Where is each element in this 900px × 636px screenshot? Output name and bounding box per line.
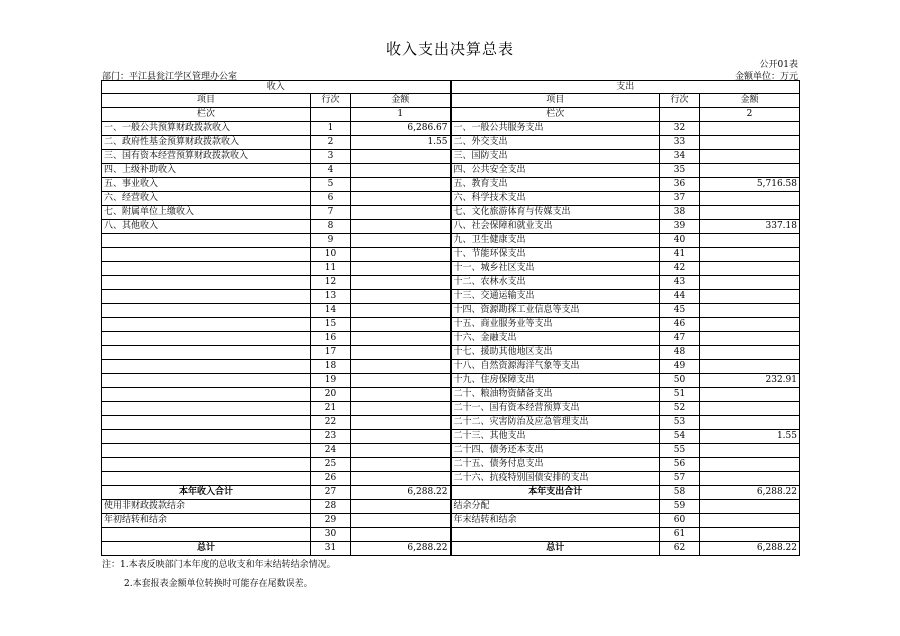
empty-cell <box>311 108 351 122</box>
table-row <box>102 416 800 430</box>
table-row <box>102 136 800 150</box>
income-amount <box>351 178 451 192</box>
expense-amount <box>700 164 800 178</box>
table-row <box>102 290 800 304</box>
table-row <box>102 374 800 388</box>
income-amount <box>351 276 451 290</box>
income-amount <box>351 346 451 360</box>
income-line-no: 13 <box>311 290 351 304</box>
income-line-no: 25 <box>311 458 351 472</box>
expense-amount <box>700 458 800 472</box>
income-item: 二、政府性基金预算财政拨款收入 <box>102 136 311 150</box>
income-amount <box>351 290 451 304</box>
report-title: 收入支出决算总表 <box>385 40 514 58</box>
expense-line-no: 41 <box>660 248 700 262</box>
income-item <box>102 416 311 430</box>
income-item <box>102 528 311 542</box>
income-amount <box>351 206 451 220</box>
income-item <box>102 402 311 416</box>
expense-item: 二十、粮油物资储备支出 <box>451 388 660 402</box>
notes <box>102 556 336 594</box>
expense-item: 十二、农林水支出 <box>451 276 660 290</box>
income-item: 六、经营收入 <box>102 192 311 206</box>
expense-item: 十五、商业服务业等支出 <box>451 318 660 332</box>
income-amount-header: 金额 <box>351 94 451 108</box>
expense-amount <box>700 192 800 206</box>
table-row <box>102 500 800 514</box>
income-amount <box>351 360 451 374</box>
expense-line-no: 45 <box>660 304 700 318</box>
income-line-no: 8 <box>311 220 351 234</box>
income-amount <box>351 262 451 276</box>
income-item <box>102 388 311 402</box>
income-amount <box>351 514 451 528</box>
table-row <box>102 430 800 444</box>
income-line-no: 28 <box>311 500 351 514</box>
expense-item: 六、科学技术支出 <box>451 192 660 206</box>
income-amount: 6,286.67 <box>351 122 451 136</box>
expense-item: 年末结转和结余 <box>451 514 660 528</box>
income-item-header: 项目 <box>102 94 311 108</box>
expense-column-number-label: 栏次 <box>451 108 660 122</box>
form-number: 公开01表 <box>759 60 798 70</box>
expense-line-no: 50 <box>660 374 700 388</box>
expense-amount: 5,716.58 <box>700 178 800 192</box>
table-row <box>102 388 800 402</box>
expense-line-no: 58 <box>660 486 700 500</box>
income-amount <box>351 150 451 164</box>
table-row <box>102 458 800 472</box>
expense-amount: 232.91 <box>700 374 800 388</box>
income-line-no: 30 <box>311 528 351 542</box>
table-row <box>102 360 800 374</box>
expense-amount <box>700 472 800 486</box>
expense-amount <box>700 416 800 430</box>
expense-line-no: 35 <box>660 164 700 178</box>
empty-cell <box>660 108 700 122</box>
expense-item: 结余分配 <box>451 500 660 514</box>
expense-item: 总计 <box>451 542 660 556</box>
expense-line-no: 39 <box>660 220 700 234</box>
expense-amount <box>700 528 800 542</box>
income-amount <box>351 220 451 234</box>
expense-amount <box>700 500 800 514</box>
amount-unit-label: 金额单位：万元 <box>734 72 798 82</box>
expense-amount <box>700 444 800 458</box>
income-item <box>102 346 311 360</box>
income-line-no: 19 <box>311 374 351 388</box>
income-line-no: 18 <box>311 360 351 374</box>
expense-amount <box>700 402 800 416</box>
expense-item: 二十三、其他支出 <box>451 430 660 444</box>
expense-amount <box>700 122 800 136</box>
income-amount <box>351 374 451 388</box>
expense-item: 二十一、国有资本经营预算支出 <box>451 402 660 416</box>
total-row <box>102 542 800 556</box>
expense-amount <box>700 136 800 150</box>
expense-amount-header: 金额 <box>700 94 800 108</box>
subtotal-row <box>102 486 800 500</box>
income-amount <box>351 416 451 430</box>
income-amount <box>351 472 451 486</box>
expense-amount <box>700 290 800 304</box>
income-item <box>102 458 311 472</box>
column-number-row <box>102 108 800 122</box>
expense-amount <box>700 262 800 276</box>
income-amount <box>351 388 451 402</box>
income-line-no: 3 <box>311 150 351 164</box>
table-body <box>102 81 800 556</box>
income-line-no: 14 <box>311 304 351 318</box>
expense-amount <box>700 360 800 374</box>
income-section-header: 收入 <box>102 81 451 94</box>
expense-item: 十六、金融支出 <box>451 332 660 346</box>
expense-item: 二十四、债务还本支出 <box>451 444 660 458</box>
income-item <box>102 276 311 290</box>
expense-amount <box>700 318 800 332</box>
income-amount <box>351 528 451 542</box>
income-item <box>102 304 311 318</box>
income-amount <box>351 248 451 262</box>
income-line-no: 7 <box>311 206 351 220</box>
table-row <box>102 402 800 416</box>
expense-item: 四、公共安全支出 <box>451 164 660 178</box>
income-amount <box>351 304 451 318</box>
expense-line-no: 53 <box>660 416 700 430</box>
income-line-no: 24 <box>311 444 351 458</box>
income-item: 四、上级补助收入 <box>102 164 311 178</box>
income-amount: 6,288.22 <box>351 486 451 500</box>
table-row <box>102 220 800 234</box>
income-amount <box>351 332 451 346</box>
income-amount <box>351 430 451 444</box>
expense-item: 一、一般公共服务支出 <box>451 122 660 136</box>
table-row <box>102 150 800 164</box>
expense-line-no: 48 <box>660 346 700 360</box>
expense-amount <box>700 332 800 346</box>
expense-line-no: 38 <box>660 206 700 220</box>
income-line-no: 9 <box>311 234 351 248</box>
income-item: 本年收入合计 <box>102 486 311 500</box>
income-item <box>102 374 311 388</box>
expense-line-no: 32 <box>660 122 700 136</box>
expense-amount: 337.18 <box>700 220 800 234</box>
income-item: 年初结转和结余 <box>102 514 311 528</box>
income-amount <box>351 458 451 472</box>
expense-item: 十三、交通运输支出 <box>451 290 660 304</box>
table-row <box>102 318 800 332</box>
table-row <box>102 248 800 262</box>
expense-line-no: 55 <box>660 444 700 458</box>
expense-line-no: 42 <box>660 262 700 276</box>
income-line-header: 行次 <box>311 94 351 108</box>
section-header-row <box>102 81 800 94</box>
income-item <box>102 444 311 458</box>
income-item <box>102 360 311 374</box>
income-column-number: 1 <box>351 108 451 122</box>
income-line-no: 31 <box>311 542 351 556</box>
expense-line-no: 37 <box>660 192 700 206</box>
income-item: 一、一般公共预算财政拨款收入 <box>102 122 311 136</box>
expense-amount <box>700 248 800 262</box>
income-amount <box>351 164 451 178</box>
income-line-no: 4 <box>311 164 351 178</box>
expense-item: 十九、住房保障支出 <box>451 374 660 388</box>
income-line-no: 29 <box>311 514 351 528</box>
table-row <box>102 514 800 528</box>
income-item <box>102 430 311 444</box>
income-item: 八、其他收入 <box>102 220 311 234</box>
expense-item: 十、节能环保支出 <box>451 248 660 262</box>
income-line-no: 23 <box>311 430 351 444</box>
income-item <box>102 472 311 486</box>
income-line-no: 20 <box>311 388 351 402</box>
expense-line-no: 52 <box>660 402 700 416</box>
income-amount <box>351 444 451 458</box>
income-item <box>102 234 311 248</box>
table-row <box>102 304 800 318</box>
income-line-no: 1 <box>311 122 351 136</box>
table-row <box>102 122 800 136</box>
expense-line-no: 49 <box>660 360 700 374</box>
income-item <box>102 290 311 304</box>
expense-line-no: 54 <box>660 430 700 444</box>
expense-item-header: 项目 <box>451 94 660 108</box>
expense-item: 二十二、灾害防治及应急管理支出 <box>451 416 660 430</box>
table-row <box>102 164 800 178</box>
expense-amount: 1.55 <box>700 430 800 444</box>
income-column-number-label: 栏次 <box>102 108 311 122</box>
income-line-no: 16 <box>311 332 351 346</box>
table-row <box>102 276 800 290</box>
expense-item: 本年支出合计 <box>451 486 660 500</box>
expense-line-no: 33 <box>660 136 700 150</box>
table-row <box>102 178 800 192</box>
expense-column-number: 2 <box>700 108 800 122</box>
expense-line-no: 43 <box>660 276 700 290</box>
expense-line-no: 56 <box>660 458 700 472</box>
expense-item <box>451 528 660 542</box>
expense-line-no: 51 <box>660 388 700 402</box>
table-row <box>102 234 800 248</box>
expense-line-no: 40 <box>660 234 700 248</box>
expense-item: 二十六、抗疫特别国债安排的支出 <box>451 472 660 486</box>
income-item: 五、事业收入 <box>102 178 311 192</box>
income-line-no: 15 <box>311 318 351 332</box>
table-row <box>102 528 800 542</box>
expense-amount <box>700 234 800 248</box>
table-row <box>102 206 800 220</box>
income-expense-table <box>101 80 800 556</box>
note-2: 2.本套报表金额单位转换时可能存在尾数误差。 <box>124 579 313 589</box>
income-amount <box>351 192 451 206</box>
expense-item: 十八、自然资源海洋气象等支出 <box>451 360 660 374</box>
expense-item: 十一、城乡社区支出 <box>451 262 660 276</box>
income-item: 七、附属单位上缴收入 <box>102 206 311 220</box>
expense-amount <box>700 388 800 402</box>
table-row <box>102 262 800 276</box>
expense-item: 三、国防支出 <box>451 150 660 164</box>
income-amount: 1.55 <box>351 136 451 150</box>
expense-amount <box>700 206 800 220</box>
income-amount <box>351 318 451 332</box>
income-line-no: 17 <box>311 346 351 360</box>
expense-line-no: 47 <box>660 332 700 346</box>
income-item <box>102 262 311 276</box>
expense-item: 七、文化旅游体育与传媒支出 <box>451 206 660 220</box>
expense-line-no: 60 <box>660 514 700 528</box>
table-row <box>102 192 800 206</box>
note-1: 注：1.本表反映部门本年度的总收支和年末结转结余情况。 <box>102 560 336 570</box>
department-label: 部门：平江县瓮江学区管理办公室 <box>102 72 238 82</box>
expense-item: 二、外交支出 <box>451 136 660 150</box>
column-header-row <box>102 94 800 108</box>
income-line-no: 11 <box>311 262 351 276</box>
income-item: 总计 <box>102 542 311 556</box>
expense-line-no: 36 <box>660 178 700 192</box>
income-amount <box>351 234 451 248</box>
expense-line-no: 59 <box>660 500 700 514</box>
expense-line-no: 46 <box>660 318 700 332</box>
income-item <box>102 318 311 332</box>
income-item: 使用非财政拨款结余 <box>102 500 311 514</box>
expense-amount <box>700 304 800 318</box>
expense-amount: 6,288.22 <box>700 486 800 500</box>
table-row <box>102 332 800 346</box>
income-line-no: 26 <box>311 472 351 486</box>
income-line-no: 6 <box>311 192 351 206</box>
expense-item: 九、卫生健康支出 <box>451 234 660 248</box>
expense-amount: 6,288.22 <box>700 542 800 556</box>
expense-item: 五、教育支出 <box>451 178 660 192</box>
expense-line-header: 行次 <box>660 94 700 108</box>
expense-section-header: 支出 <box>451 81 800 94</box>
expense-item: 十七、援助其他地区支出 <box>451 346 660 360</box>
income-line-no: 10 <box>311 248 351 262</box>
income-line-no: 2 <box>311 136 351 150</box>
expense-item: 二十五、债务付息支出 <box>451 458 660 472</box>
expense-line-no: 34 <box>660 150 700 164</box>
income-line-no: 12 <box>311 276 351 290</box>
expense-item: 八、社会保障和就业支出 <box>451 220 660 234</box>
expense-item: 十四、资源勘探工业信息等支出 <box>451 304 660 318</box>
income-item <box>102 248 311 262</box>
table-row <box>102 472 800 486</box>
expense-line-no: 61 <box>660 528 700 542</box>
table-row <box>102 346 800 360</box>
expense-amount <box>700 150 800 164</box>
income-line-no: 21 <box>311 402 351 416</box>
income-line-no: 27 <box>311 486 351 500</box>
expense-line-no: 62 <box>660 542 700 556</box>
expense-line-no: 57 <box>660 472 700 486</box>
income-line-no: 5 <box>311 178 351 192</box>
income-item <box>102 332 311 346</box>
income-amount <box>351 500 451 514</box>
expense-amount <box>700 346 800 360</box>
income-item: 三、国有资本经营预算财政拨款收入 <box>102 150 311 164</box>
income-amount <box>351 402 451 416</box>
expense-amount <box>700 514 800 528</box>
expense-amount <box>700 276 800 290</box>
expense-line-no: 44 <box>660 290 700 304</box>
table-row <box>102 444 800 458</box>
income-amount: 6,288.22 <box>351 542 451 556</box>
income-line-no: 22 <box>311 416 351 430</box>
